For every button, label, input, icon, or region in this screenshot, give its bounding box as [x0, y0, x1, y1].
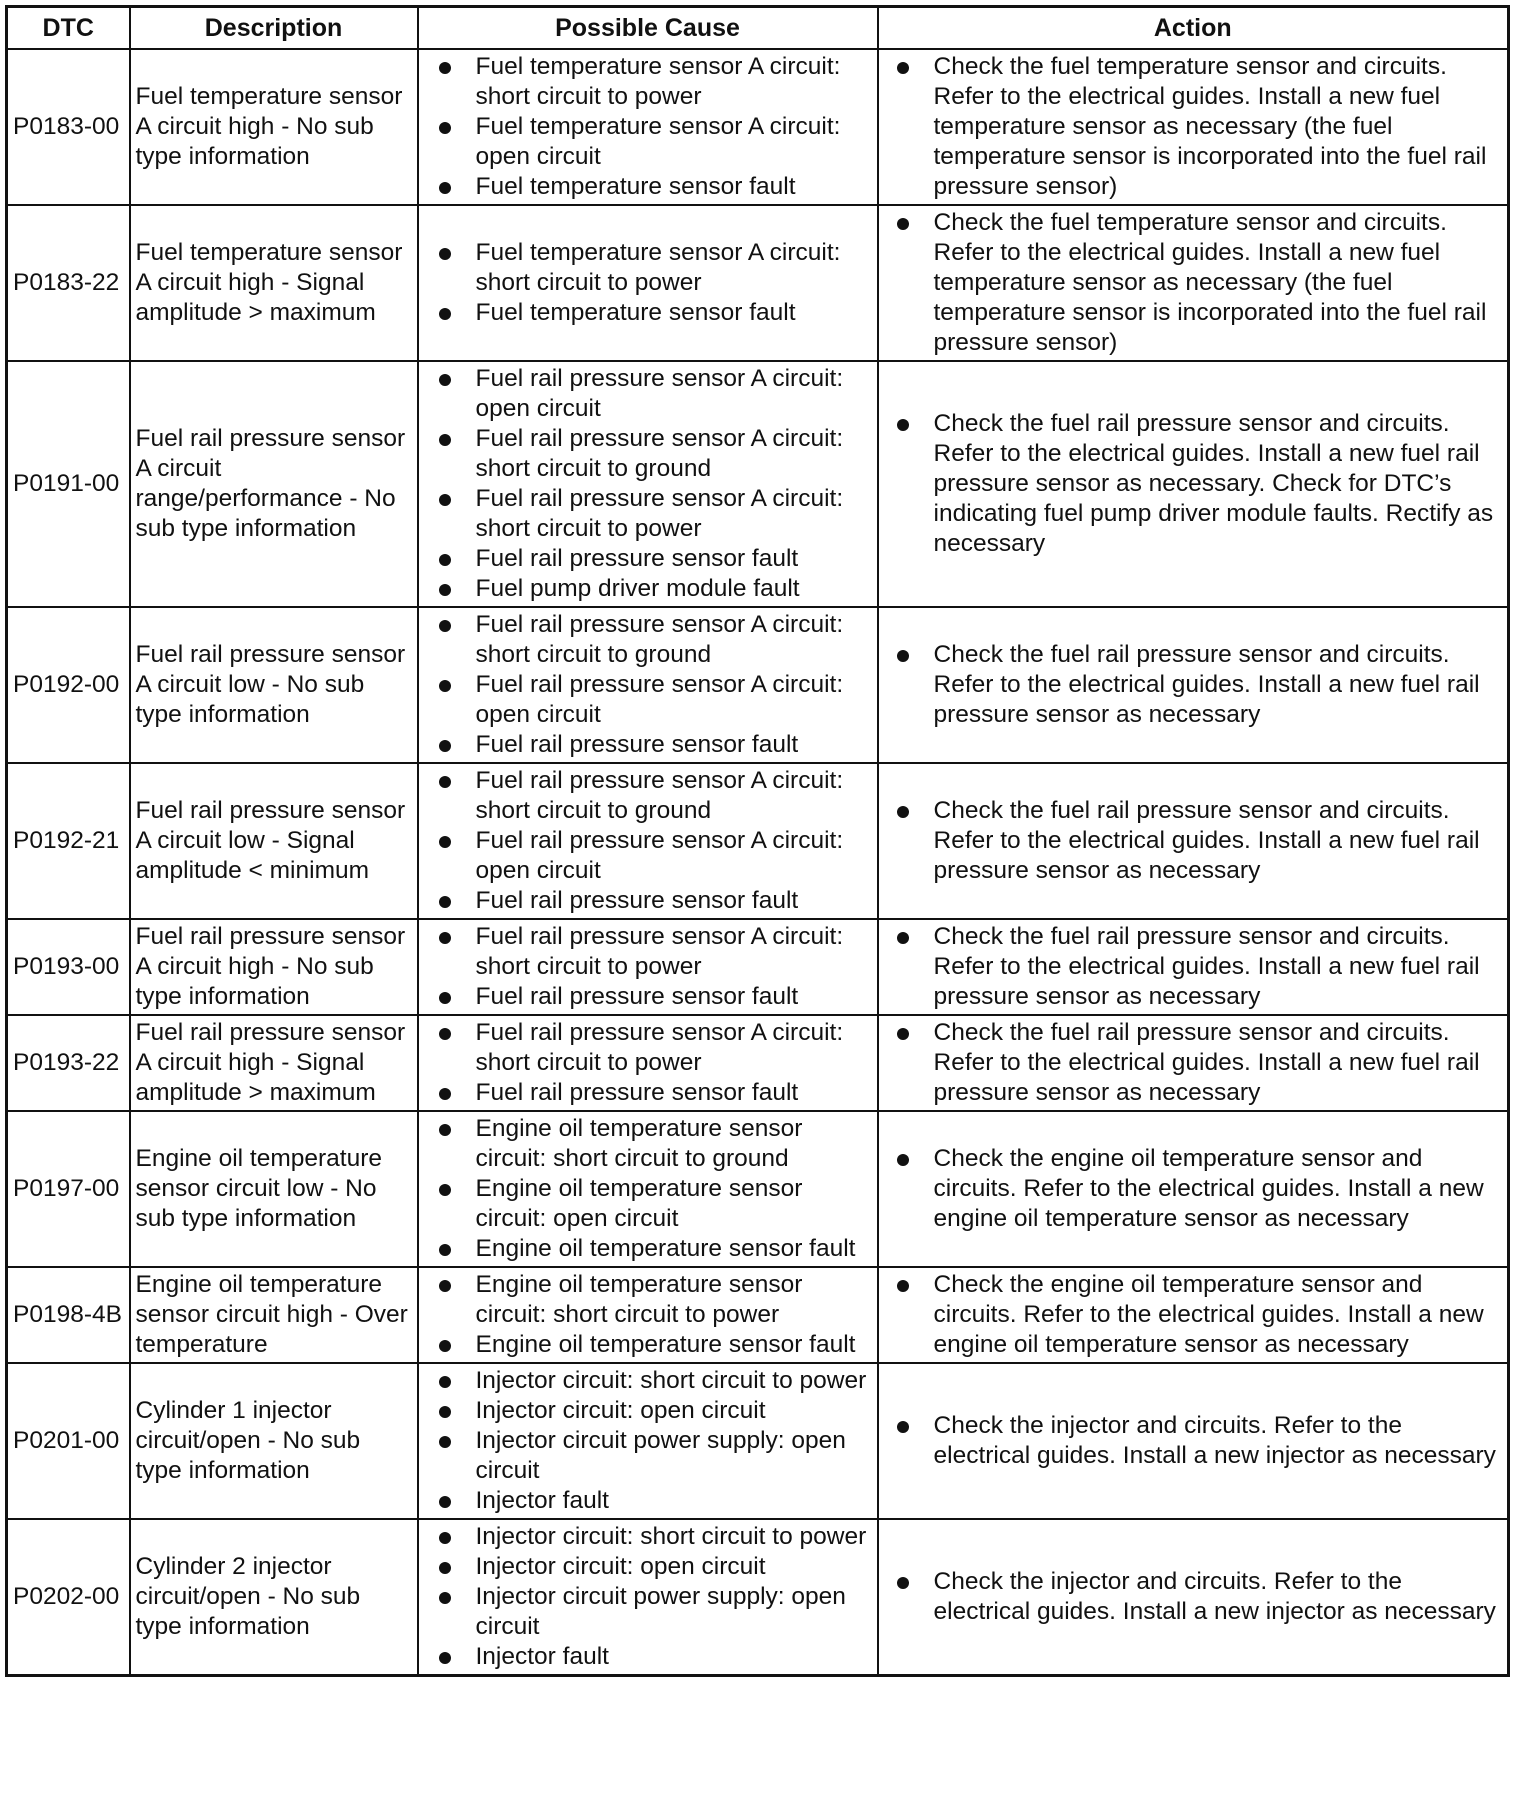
- cause-item: Fuel rail pressure sensor fault: [476, 886, 873, 916]
- dtc-code: P0183-00: [7, 49, 130, 205]
- cause-item: Engine oil temperature sensor fault: [476, 1330, 873, 1360]
- table-row: [7, 361, 1509, 607]
- dtc-description: Engine oil temperature sensor circuit high - Over temperature: [130, 1267, 418, 1363]
- action-item: Check the fuel rail pressure sensor and circuits. Refer to the electrical guides. Install a new fuel rail pressure sensor as necessary. Check for DTC’s indicating fuel pump driver module faults. Rectify as necessary: [934, 409, 1504, 559]
- dtc-description: Fuel temperature sensor A circuit high - Signal amplitude > maximum: [130, 205, 418, 361]
- possible-cause-cell: [418, 1363, 878, 1519]
- cause-item: Injector fault: [476, 1642, 873, 1672]
- cause-item: Injector circuit: open circuit: [476, 1396, 873, 1426]
- action-cell: [878, 763, 1509, 919]
- possible-cause-cell: [418, 607, 878, 763]
- cause-item: Injector circuit: short circuit to power: [476, 1366, 873, 1396]
- cause-item: Fuel rail pressure sensor fault: [476, 730, 873, 760]
- action-item: Check the fuel temperature sensor and circuits. Refer to the electrical guides. Install a new fuel temperature sensor as necessary (the fuel temperature sensor is incorporated into the fuel rail pressure sensor): [934, 52, 1504, 202]
- cause-item: Fuel pump driver module fault: [476, 574, 873, 604]
- dtc-description: Fuel temperature sensor A circuit high - No sub type information: [130, 49, 418, 205]
- dtc-description: Cylinder 1 injector circuit/open - No sub type information: [130, 1363, 418, 1519]
- action-cell: [878, 607, 1509, 763]
- dtc-code: P0197-00: [7, 1111, 130, 1267]
- possible-cause-list: [424, 238, 873, 328]
- dtc-code: P0183-22: [7, 205, 130, 361]
- cause-item: Fuel rail pressure sensor A circuit: short circuit to ground: [476, 766, 873, 826]
- action-list: [884, 640, 1504, 730]
- cause-item: Fuel rail pressure sensor A circuit: open circuit: [476, 826, 873, 886]
- header-description: Description: [130, 7, 418, 50]
- possible-cause-list: [424, 922, 873, 1012]
- action-item: Check the fuel rail pressure sensor and circuits. Refer to the electrical guides. Install a new fuel rail pressure sensor as necessary: [934, 796, 1504, 886]
- action-list: [884, 52, 1504, 202]
- cause-item: Fuel rail pressure sensor A circuit: short circuit to power: [476, 922, 873, 982]
- action-item: Check the fuel rail pressure sensor and circuits. Refer to the electrical guides. Install a new fuel rail pressure sensor as necessary: [934, 640, 1504, 730]
- action-list: [884, 1270, 1504, 1360]
- action-list: [884, 1018, 1504, 1108]
- action-list: [884, 1411, 1504, 1471]
- action-item: Check the injector and circuits. Refer to the electrical guides. Install a new injector as necessary: [934, 1567, 1504, 1627]
- table-body: [7, 49, 1509, 1676]
- cause-item: Fuel temperature sensor fault: [476, 172, 873, 202]
- table-row: [7, 1363, 1509, 1519]
- possible-cause-cell: [418, 49, 878, 205]
- table-row: [7, 1111, 1509, 1267]
- action-item: Check the injector and circuits. Refer to the electrical guides. Install a new injector as necessary: [934, 1411, 1504, 1471]
- cause-item: Injector circuit: open circuit: [476, 1552, 873, 1582]
- cause-item: Injector circuit power supply: open circuit: [476, 1582, 873, 1642]
- action-cell: [878, 1363, 1509, 1519]
- dtc-code: P0193-22: [7, 1015, 130, 1111]
- cause-item: Fuel temperature sensor A circuit: open circuit: [476, 112, 873, 172]
- header-dtc: DTC: [7, 7, 130, 50]
- action-cell: [878, 1267, 1509, 1363]
- action-cell: [878, 1015, 1509, 1111]
- table-row: [7, 1267, 1509, 1363]
- possible-cause-list: [424, 1522, 873, 1672]
- table-row: [7, 205, 1509, 361]
- cause-item: Fuel rail pressure sensor fault: [476, 1078, 873, 1108]
- cause-item: Fuel rail pressure sensor A circuit: open circuit: [476, 670, 873, 730]
- action-item: Check the engine oil temperature sensor and circuits. Refer to the electrical guides. Install a new engine oil temperature sensor as necessary: [934, 1270, 1504, 1360]
- action-list: [884, 208, 1504, 358]
- cause-item: Fuel rail pressure sensor A circuit: short circuit to power: [476, 484, 873, 544]
- dtc-code: P0192-21: [7, 763, 130, 919]
- table-row: [7, 1519, 1509, 1676]
- dtc-code: P0191-00: [7, 361, 130, 607]
- action-cell: [878, 1519, 1509, 1676]
- cause-item: Engine oil temperature sensor circuit: short circuit to power: [476, 1270, 873, 1330]
- cause-item: Engine oil temperature sensor circuit: open circuit: [476, 1174, 873, 1234]
- action-item: Check the fuel rail pressure sensor and circuits. Refer to the electrical guides. Install a new fuel rail pressure sensor as necessary: [934, 922, 1504, 1012]
- dtc-table: [5, 5, 1510, 1677]
- action-list: [884, 922, 1504, 1012]
- dtc-code: P0202-00: [7, 1519, 130, 1676]
- cause-item: Fuel rail pressure sensor fault: [476, 982, 873, 1012]
- action-cell: [878, 205, 1509, 361]
- dtc-code: P0201-00: [7, 1363, 130, 1519]
- cause-item: Engine oil temperature sensor fault: [476, 1234, 873, 1264]
- possible-cause-list: [424, 364, 873, 604]
- action-cell: [878, 1111, 1509, 1267]
- possible-cause-cell: [418, 919, 878, 1015]
- action-cell: [878, 361, 1509, 607]
- possible-cause-list: [424, 52, 873, 202]
- action-list: [884, 1144, 1504, 1234]
- action-cell: [878, 919, 1509, 1015]
- possible-cause-list: [424, 1114, 873, 1264]
- cause-item: Fuel rail pressure sensor fault: [476, 544, 873, 574]
- action-list: [884, 1567, 1504, 1627]
- cause-item: Fuel temperature sensor A circuit: short circuit to power: [476, 238, 873, 298]
- dtc-description: Engine oil temperature sensor circuit low - No sub type information: [130, 1111, 418, 1267]
- action-list: [884, 409, 1504, 559]
- possible-cause-cell: [418, 1267, 878, 1363]
- dtc-description: Cylinder 2 injector circuit/open - No sub type information: [130, 1519, 418, 1676]
- possible-cause-cell: [418, 1111, 878, 1267]
- cause-item: Injector circuit power supply: open circuit: [476, 1426, 873, 1486]
- cause-item: Fuel rail pressure sensor A circuit: short circuit to ground: [476, 424, 873, 484]
- action-item: Check the fuel rail pressure sensor and circuits. Refer to the electrical guides. Install a new fuel rail pressure sensor as necessary: [934, 1018, 1504, 1108]
- possible-cause-list: [424, 1018, 873, 1108]
- dtc-description: Fuel rail pressure sensor A circuit range/performance - No sub type information: [130, 361, 418, 607]
- possible-cause-list: [424, 1366, 873, 1516]
- cause-item: Injector fault: [476, 1486, 873, 1516]
- cause-item: Fuel temperature sensor A circuit: short circuit to power: [476, 52, 873, 112]
- possible-cause-cell: [418, 205, 878, 361]
- table-row: [7, 919, 1509, 1015]
- cause-item: Engine oil temperature sensor circuit: short circuit to ground: [476, 1114, 873, 1174]
- action-item: Check the engine oil temperature sensor and circuits. Refer to the electrical guides. Install a new engine oil temperature sensor as necessary: [934, 1144, 1504, 1234]
- header-action: Action: [878, 7, 1509, 50]
- cause-item: Fuel temperature sensor fault: [476, 298, 873, 328]
- cause-item: Fuel rail pressure sensor A circuit: short circuit to ground: [476, 610, 873, 670]
- action-item: Check the fuel temperature sensor and circuits. Refer to the electrical guides. Install a new fuel temperature sensor as necessary (the fuel temperature sensor is incorporated into the fuel rail pressure sensor): [934, 208, 1504, 358]
- cause-item: Fuel rail pressure sensor A circuit: short circuit to power: [476, 1018, 873, 1078]
- dtc-code: P0192-00: [7, 607, 130, 763]
- header-row: [7, 7, 1509, 50]
- dtc-description: Fuel rail pressure sensor A circuit high - No sub type information: [130, 919, 418, 1015]
- dtc-code: P0198-4B: [7, 1267, 130, 1363]
- possible-cause-cell: [418, 1015, 878, 1111]
- table-row: [7, 607, 1509, 763]
- possible-cause-list: [424, 1270, 873, 1360]
- possible-cause-cell: [418, 1519, 878, 1676]
- table-row: [7, 1015, 1509, 1111]
- possible-cause-cell: [418, 361, 878, 607]
- dtc-code: P0193-00: [7, 919, 130, 1015]
- table-row: [7, 49, 1509, 205]
- dtc-description: Fuel rail pressure sensor A circuit low - Signal amplitude < minimum: [130, 763, 418, 919]
- dtc-description: Fuel rail pressure sensor A circuit high - Signal amplitude > maximum: [130, 1015, 418, 1111]
- table-row: [7, 763, 1509, 919]
- dtc-description: Fuel rail pressure sensor A circuit low - No sub type information: [130, 607, 418, 763]
- possible-cause-cell: [418, 763, 878, 919]
- action-list: [884, 796, 1504, 886]
- possible-cause-list: [424, 610, 873, 760]
- action-cell: [878, 49, 1509, 205]
- cause-item: Injector circuit: short circuit to power: [476, 1522, 873, 1552]
- possible-cause-list: [424, 766, 873, 916]
- cause-item: Fuel rail pressure sensor A circuit: open circuit: [476, 364, 873, 424]
- header-possible-cause: Possible Cause: [418, 7, 878, 50]
